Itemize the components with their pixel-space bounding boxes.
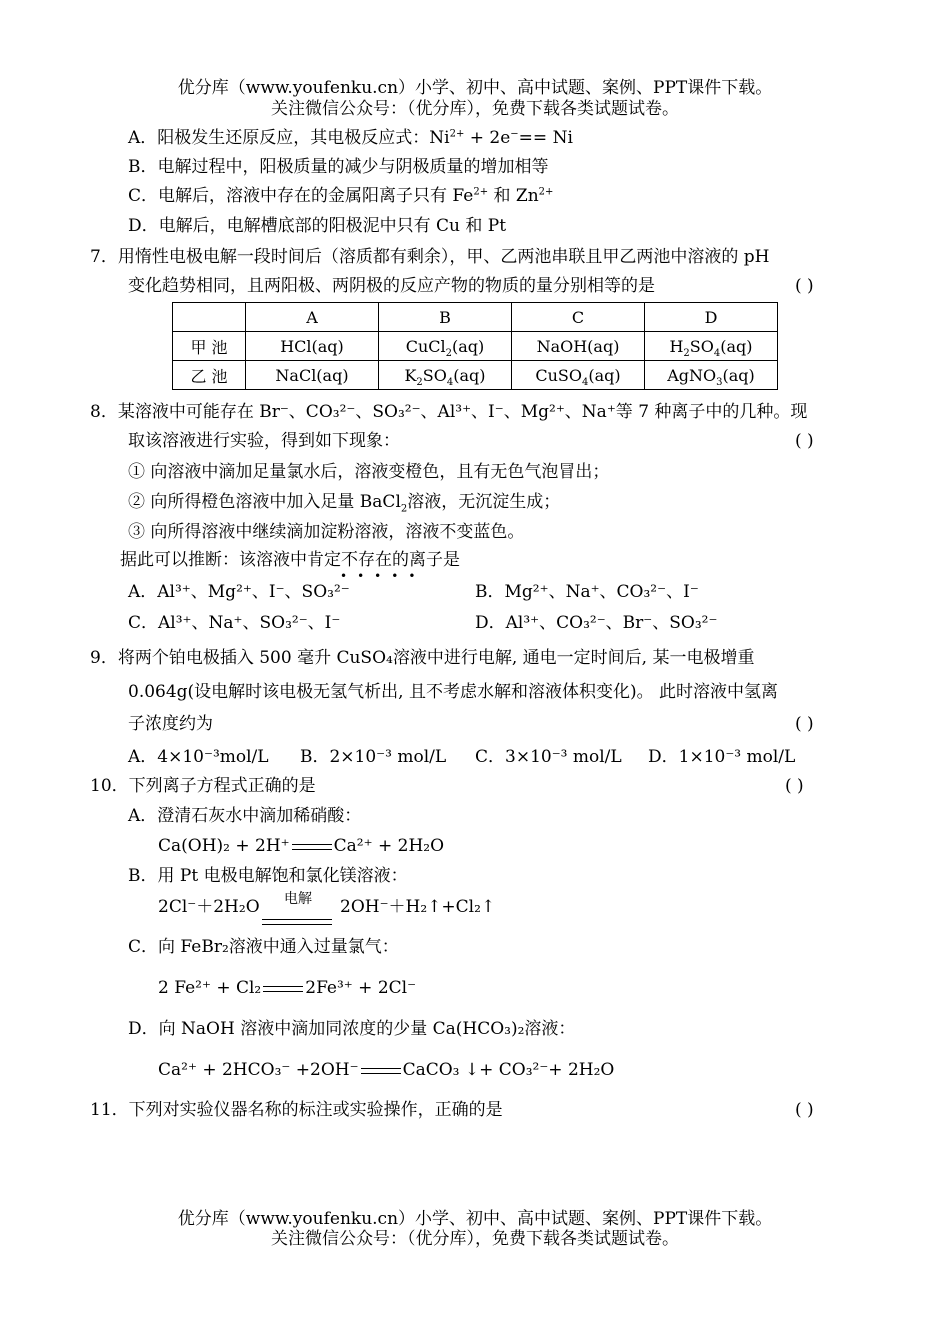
q8-option-a: A．Al³⁺、Mg²⁺、I⁻、SO₃²⁻ — [128, 582, 350, 602]
q10-equation-a: Ca(OH)₂ + 2H⁺ Ca²⁺ + 2H₂O — [158, 836, 445, 856]
q9-answer-paren: ( ) — [795, 714, 814, 734]
cell-jia-a: HCl(aq) — [246, 332, 379, 361]
double-line-sign — [361, 1068, 401, 1074]
q10-equation-b: 2Cl⁻＋2H₂O — [158, 897, 260, 917]
table-header-d: D — [645, 303, 778, 332]
q8-stem-line-2: 取该溶液进行实验，得到如下现象： — [128, 431, 400, 451]
q10-stem: 10．下列离子方程式正确的是 — [90, 776, 316, 796]
q8-step-1: ① 向溶液中滴加足量氯水后，溶液变橙色，且有无色气泡冒出； — [128, 462, 610, 482]
q10-option-a: A．澄清石灰水中滴加稀硝酸： — [128, 806, 362, 826]
q8-option-b: B．Mg²⁺、Na⁺、CO₃²⁻、I⁻ — [475, 582, 699, 602]
q6-option-c: C．电解后，溶液中存在的金属阳离子只有 $Fe^{2+}$ 和 $Zn^{2+}$ — [128, 186, 554, 206]
row-label-jia: 甲 池 — [173, 332, 246, 361]
q7-answer-paren: ( ) — [795, 276, 814, 296]
q9-stem-line-3: 子浓度约为 — [128, 714, 213, 734]
cell-jia-c: NaOH(aq) — [512, 332, 645, 361]
q10-option-b: B．用 Pt 电极电解饱和氯化镁溶液： — [128, 866, 408, 886]
q10-equation-b-right: 2OH⁻＋H₂↑+Cl₂↑ — [340, 897, 496, 917]
cell-yi-c: CuSO$_4$(aq) — [512, 361, 645, 390]
q10-option-d: D．向 NaOH 溶液中滴加同浓度的少量 Ca(HCO₃)₂溶液： — [128, 1019, 576, 1039]
table-row — [173, 332, 778, 361]
q10-answer-paren: ( ) — [785, 776, 804, 796]
footer-line-1: 优分库（www.youfenku.cn）小学、初中、高中试题、案例、PPT课件下载。 — [177, 1209, 773, 1229]
q8-option-c: C．Al³⁺、Na⁺、SO₃²⁻、I⁻ — [128, 613, 341, 633]
q9-option-c: C．3×10⁻³ mol/L — [475, 747, 622, 767]
cell-yi-a: NaCl(aq) — [246, 361, 379, 390]
table-row — [173, 361, 778, 390]
emphasis-dots: ••••• — [340, 569, 426, 583]
cell-yi-d: AgNO$_3$(aq) — [645, 361, 778, 390]
q7-stem-line-1: 7．用惰性电极电解一段时间后（溶质都有剩余），甲、乙两池串联且甲乙两池中溶液的 pH — [90, 247, 770, 267]
table-corner — [173, 303, 246, 332]
q7-stem-line-2: 变化趋势相同，且两阳极、两阴极的反应产物的物质的量分别相等的是 — [128, 276, 655, 296]
q8-stem-line-1: 8．某溶液中可能存在 Br⁻、CO₃²⁻、SO₃²⁻、Al³⁺、I⁻、Mg²⁺、Na⁺等 7 种离子中的几种。现 — [90, 402, 808, 422]
q9-stem-line-2: 0.064g(设电解时该电极无氢气析出, 且不考虑水解和溶液体积变化)。 此时溶液中氢离 — [128, 682, 779, 702]
q10-option-c: C．向 FeBr₂溶液中通入过量氯气： — [128, 937, 399, 957]
q8-answer-paren: ( ) — [795, 431, 814, 451]
q6-option-b: B．电解过程中，阳极质量的减少与阴极质量的增加相等 — [128, 157, 549, 177]
q8-option-d: D．Al³⁺、CO₃²⁻、Br⁻、SO₃²⁻ — [475, 613, 718, 633]
table-header-a: A — [246, 303, 379, 332]
q8-step-3: ③ 向所得溶液中继续滴加淀粉溶液，溶液不变蓝色。 — [128, 522, 525, 542]
header-line-1: 优分库（www.youfenku.cn）小学、初中、高中试题、案例、PPT课件下载。 — [177, 78, 773, 98]
q7-table — [172, 302, 778, 390]
table-header-b: B — [379, 303, 512, 332]
electrolysis-condition: 电解 — [284, 891, 312, 907]
footer-line-2: 关注微信公众号：（优分库），免费下载各类试题试卷。 — [271, 1229, 679, 1249]
q9-option-d: D．1×10⁻³ mol/L — [648, 747, 796, 767]
q9-option-b: B．2×10⁻³ mol/L — [300, 747, 447, 767]
table-header-c: C — [512, 303, 645, 332]
cell-yi-b: $K_2SO_4(aq)$ — [379, 361, 512, 390]
q8-step-2: ② 向所得橙色溶液中加入足量 BaCl$_2$溶液，无沉淀生成； — [128, 492, 561, 515]
q10-equation-c: 2 Fe²⁺ + Cl₂ 2Fe³⁺ + 2Cl⁻ — [158, 978, 417, 998]
q6-option-d: D．电解后，电解槽底部的阳极泥中只有 Cu 和 Pt — [128, 216, 507, 236]
cell-jia-b: CuCl$_2$(aq) — [379, 332, 512, 361]
q11-answer-paren: ( ) — [795, 1100, 814, 1120]
q11-stem: 11．下列对实验仪器名称的标注或实验操作，正确的是 — [90, 1100, 503, 1120]
q8-conclusion: 据此可以推断：该溶液中肯定不存在的离子是 — [120, 550, 460, 570]
row-label-yi: 乙 池 — [173, 361, 246, 390]
q10-equation-d: Ca²⁺ + 2HCO₃⁻ +2OH⁻ CaCO₃ ↓+ CO₃²⁻+ 2H₂O — [158, 1060, 615, 1080]
q9-option-a: A．4×10⁻³mol/L — [128, 747, 269, 767]
cell-jia-d: $H_2SO_4(aq)$ — [645, 332, 778, 361]
header-line-2: 关注微信公众号：（优分库），免费下载各类试题试卷。 — [271, 99, 679, 119]
double-line-sign — [262, 910, 332, 930]
table-row — [173, 303, 778, 332]
q6-option-a: A．阳极发生还原反应，其电极反应式：$Ni^{2+} + 2e^-== Ni$ — [128, 128, 573, 148]
double-line-sign — [263, 986, 303, 992]
q9-stem-line-1: 9．将两个铂电极插入 500 毫升 CuSO₄溶液中进行电解, 通电一定时间后, 某一电极增重 — [90, 648, 755, 668]
double-line-sign — [292, 844, 332, 850]
